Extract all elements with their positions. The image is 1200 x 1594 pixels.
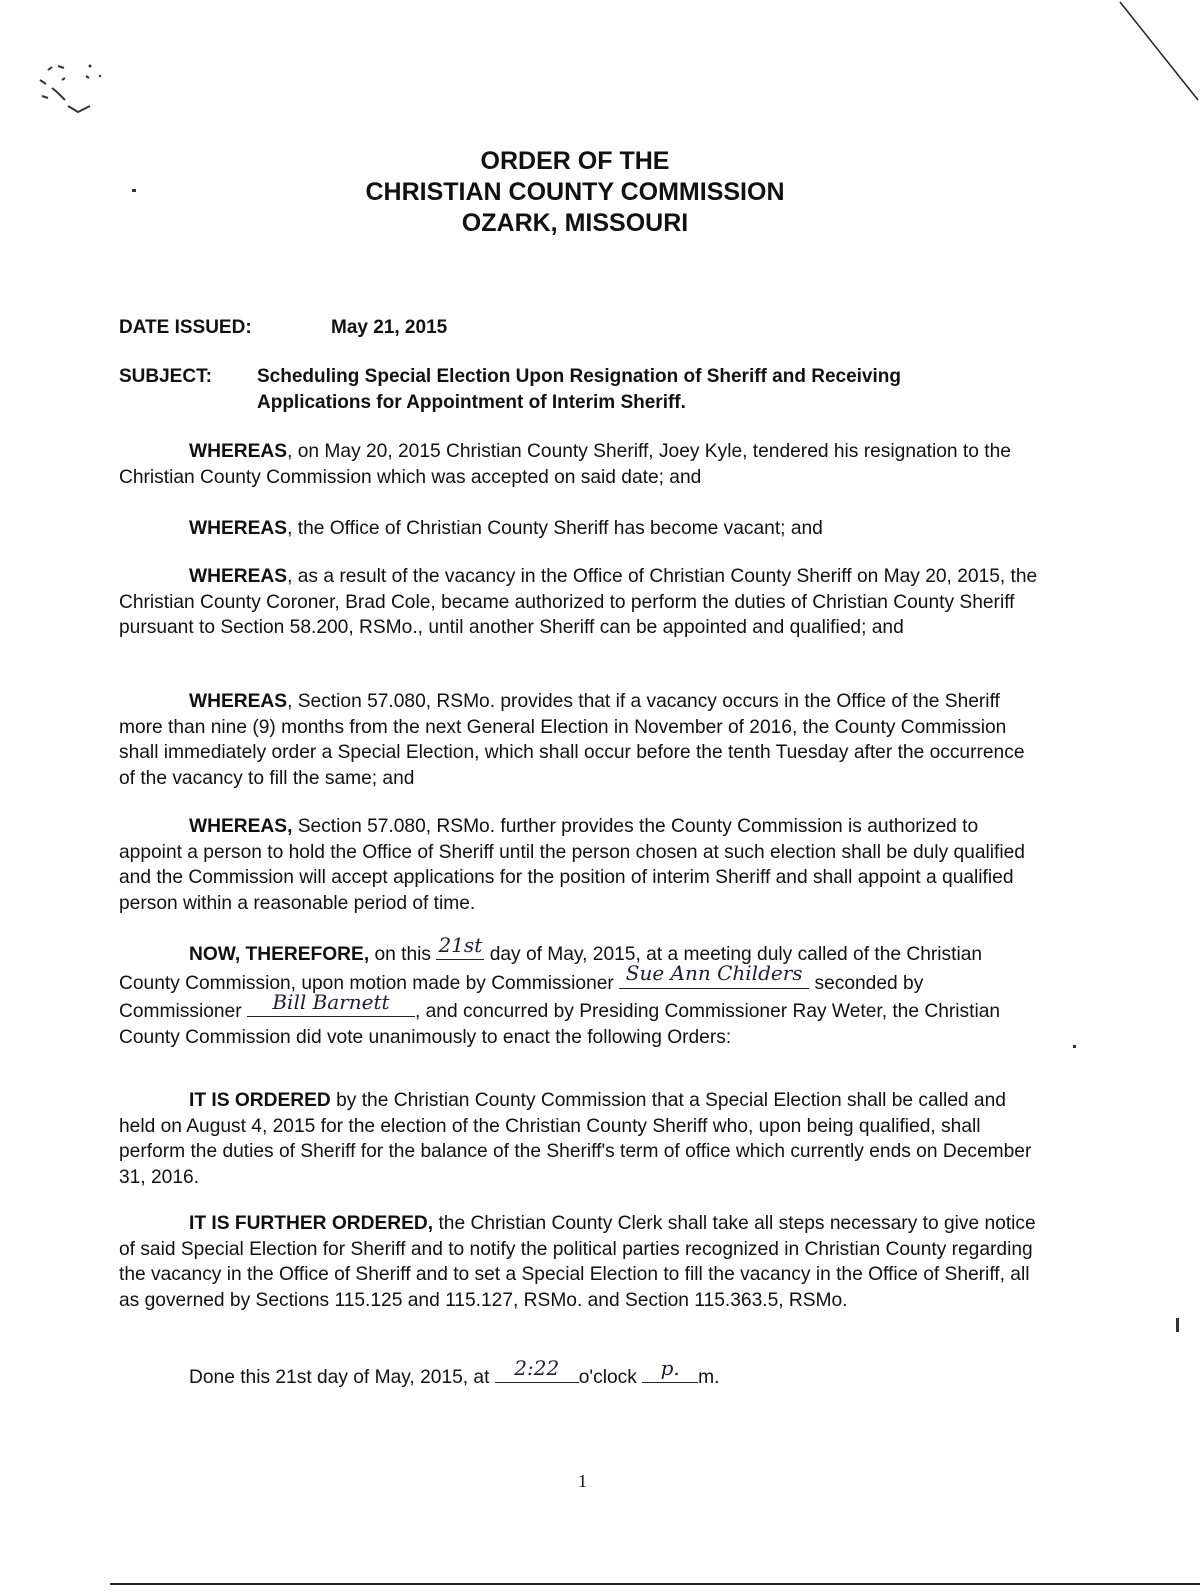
title-line-1: ORDER OF THE	[480, 147, 670, 175]
ampm-handwritten: p.	[660, 1355, 680, 1380]
whereas-text: , the Office of Christian County Sheriff has become vacant; and	[287, 518, 823, 539]
now-therefore-lead: NOW, THEREFORE,	[189, 944, 370, 965]
time-handwritten: 2:22	[514, 1355, 560, 1380]
commissioner-1-blank	[619, 961, 809, 989]
done-paragraph	[119, 1355, 1044, 1391]
now-therefore-text-4: , and concurred by Presiding Commissioner Ray Weter, the Christian County Commission did vote unanimously to enact the following Orders:	[119, 1001, 1001, 1048]
whereas-text: , Section 57.080, RSMo. provides that if a vacancy occurs in the Office of the Sheriff more than nine (9) months from the next General Election in November of 2016, the County Commission shall immediately order a Special Election, which shall occur before the tenth Tuesday after the occurrence of the vacancy to fill the same; and	[119, 691, 1025, 789]
now-therefore-paragraph	[119, 932, 1044, 1050]
whereas-lead: WHEREAS	[189, 691, 288, 712]
now-therefore-text-1: on this	[369, 944, 437, 965]
whereas-paragraph-3	[119, 564, 1044, 641]
day-blank	[436, 932, 484, 960]
whereas-paragraph-5	[119, 814, 1044, 916]
date-issued-value: May 21, 2015	[331, 317, 448, 338]
whereas-paragraph-4	[119, 689, 1044, 791]
scan-speck	[1073, 1045, 1076, 1048]
scan-speck	[1176, 1318, 1179, 1332]
commissioner-1-signature: Sue Ann Childers	[625, 961, 803, 985]
done-text-2: o'clock	[578, 1367, 643, 1388]
whereas-lead: WHEREAS	[189, 441, 288, 462]
scan-speckle-mark	[28, 58, 128, 138]
done-text-3: m.	[698, 1367, 720, 1388]
ordered-text: by the Christian County Commission that a Special Election shall be called and held on August 4, 2015 for the election of the Christian County Sheriff who, upon being qualified, shall perform the duties of Sheriff for the balance of the Sheriff's term of office which currently ends on December 31, 2016.	[119, 1090, 1032, 1188]
whereas-lead: WHEREAS	[189, 566, 288, 587]
title-line-3: OZARK, MISSOURI	[461, 209, 689, 237]
date-issued-row	[119, 315, 1019, 341]
day-handwritten: 21st	[438, 932, 483, 957]
ordered-paragraph-2	[119, 1211, 1044, 1313]
subject-row	[119, 364, 1039, 416]
subject-line-2: Applications for Appointment of Interim Sheriff.	[257, 392, 686, 413]
whereas-text: , as a result of the vacancy in the Office of Christian County Sheriff on May 20, 2015, the Christian County Coroner, Brad Cole, became authorized to perform the duties of Christian County Sheriff pursuant to Section 58.200, RSMo., until another Sheriff can be appointed and qualified; and	[119, 566, 1038, 638]
whereas-paragraph-2	[119, 516, 1044, 542]
whereas-lead: WHEREAS,	[189, 816, 293, 837]
whereas-lead: WHEREAS	[189, 518, 288, 539]
subject-label: SUBJECT:	[119, 366, 212, 387]
bottom-rule	[110, 1583, 1200, 1585]
commissioner-2-signature: Bill Barnett	[272, 989, 390, 1014]
page-number: 1	[578, 1471, 587, 1491]
ordered-text: the Christian County Clerk shall take all steps necessary to give notice of said Special Election for Sheriff and to notify the political parties recognized in Christian County regarding the vacancy in the Office of Sheriff and to set a Special Election to fill the vacancy in the Office of Sheriff, all as governed by Sections 115.125 and 115.127, RSMo. and Section 115.363.5, RSMo.	[119, 1213, 1036, 1311]
ordered-lead: IT IS ORDERED	[189, 1090, 331, 1111]
whereas-paragraph-1	[119, 439, 1044, 490]
date-issued-label: DATE ISSUED:	[119, 317, 252, 338]
document-title	[0, 146, 1150, 239]
whereas-text: Section 57.080, RSMo. further provides the County Commission is authorized to appoint a person to hold the Office of Sheriff until the person chosen at such election shall be duly qualified and the Commission will accept applications for the position of interim Sheriff and shall appoint a qualified person within a reasonable period of time.	[119, 816, 1025, 914]
done-text-1: Done this 21st day of May, 2015, at	[189, 1367, 495, 1388]
commissioner-2-blank	[247, 989, 415, 1017]
now-therefore-text-3: seconded by Commissioner	[119, 972, 924, 1022]
title-line-2: CHRISTIAN COUNTY COMMISSION	[365, 178, 785, 206]
page-edge-line	[1110, 0, 1200, 110]
whereas-text: , on May 20, 2015 Christian County Sheriff, Joey Kyle, tendered his resignation to the Christian County Commission which was accepted on said date; and	[119, 441, 1011, 488]
ordered-lead: IT IS FURTHER ORDERED,	[189, 1213, 434, 1234]
time-blank	[495, 1355, 579, 1383]
now-therefore-text-2: day of May, 2015, at a meeting duly called of the Christian County Commission, upon motion made by Commissioner	[119, 944, 983, 994]
subject-line-1: Scheduling Special Election Upon Resignation of Sheriff and Receiving	[257, 366, 901, 387]
ampm-blank	[642, 1355, 698, 1383]
ordered-paragraph-1	[119, 1088, 1044, 1190]
